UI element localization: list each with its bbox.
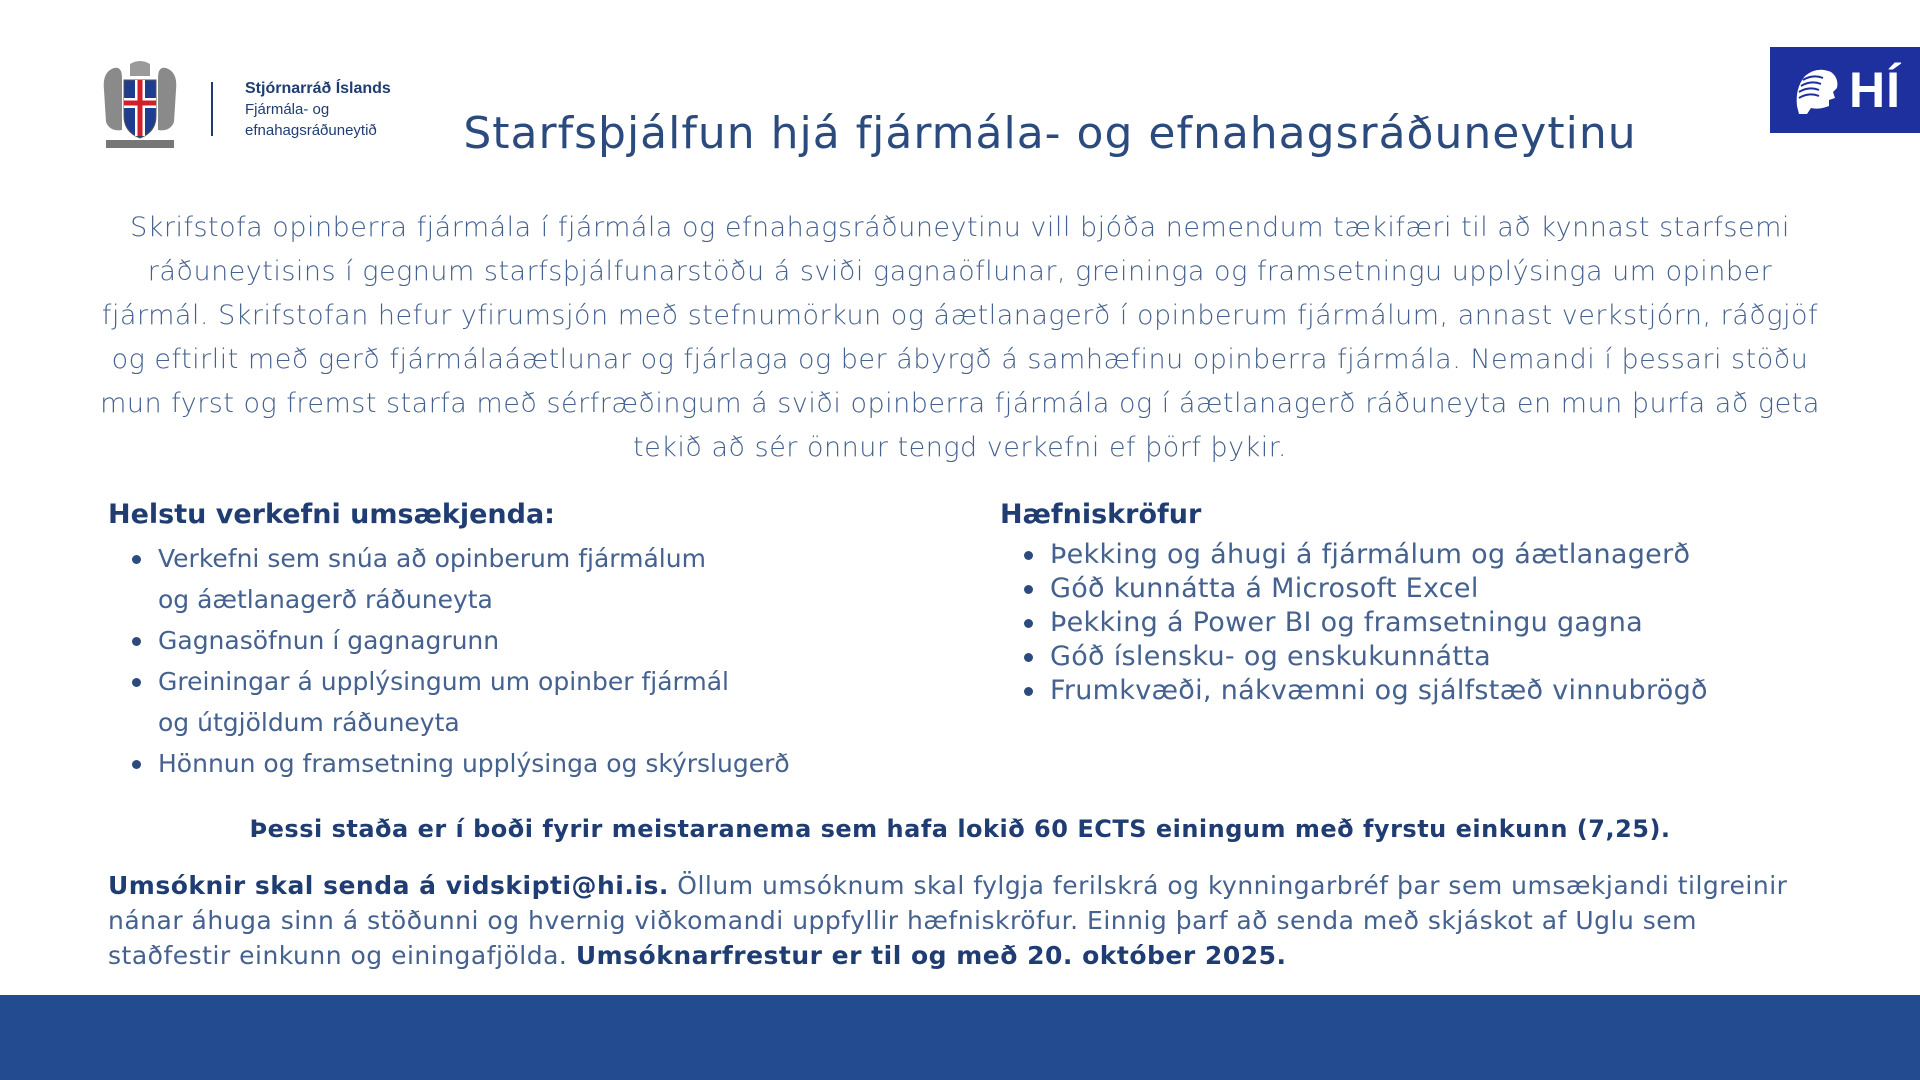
tasks-list bbox=[108, 538, 908, 784]
footer-bar bbox=[0, 995, 1920, 1080]
list-item: Hönnun og framsetning upplýsinga og skýrslugerð bbox=[128, 743, 908, 784]
list-item: Frumkvæði, nákvæmni og sjálfstæð vinnubrögð bbox=[1020, 674, 1880, 708]
page-title: Starfsþjálfun hjá fjármála- og efnahagsráðuneytinu bbox=[463, 108, 1637, 159]
list-item: Góð íslensku- og enskukunnátta bbox=[1020, 640, 1880, 674]
list-item: Góð kunnátta á Microsoft Excel bbox=[1020, 572, 1880, 606]
ministry-name-line2: Fjármála- og bbox=[245, 101, 330, 118]
application-lead: Umsóknir skal senda á vidskipti@hi.is. bbox=[108, 871, 669, 900]
university-logo bbox=[1770, 47, 1920, 133]
university-logo-text: HÍ bbox=[1849, 62, 1901, 118]
list-item: Greiningar á upplýsingum um opinber fjármál og útgjöldum ráðuneyta bbox=[128, 661, 758, 743]
ministry-name-line3: efnahagsráðuneytið bbox=[245, 122, 377, 139]
coat-of-arms-icon bbox=[100, 60, 180, 152]
athena-head-icon bbox=[1789, 62, 1845, 118]
skills-list bbox=[1000, 538, 1880, 708]
tasks-heading: Helstu verkefni umsækjenda: bbox=[108, 499, 555, 530]
intro-paragraph: Skrifstofa opinberra fjármála í fjármála og efnahagsráðuneytinu vill bjóða nemendum tækifæri til að kynnast starfsemi ráðuneytisins í gegnum starfsþjálfunarstöðu á sviði gagnaöflunar, greininga og framsetningu upplýsinga um opinber fjármál. Skrifstofan hefur yfirumsjón með stefnumörkun og áætlanagerð í opinberum fjármálum, annast verkstjórn, ráðgjöf og eftirlit með gerð fjármálaáætlunar og fjárlaga og ber ábyrgð á samhæfinu opinberra fjármála. Nemandi í þessari stöðu mun fyrst og fremst starfa með sérfræðingum á sviði opinberra fjármála og í áætlanagerð ráðuneyta en mun þurfa að geta tekið að sér önnur tengd verkefni ef þörf þykir. bbox=[100, 212, 1820, 463]
ministry-name-line1: Stjórnarráð Íslands bbox=[245, 80, 391, 97]
list-item: Gagnasöfnun í gagnagrunn bbox=[128, 620, 908, 661]
skills-heading: Hæfniskröfur bbox=[1000, 499, 1202, 530]
application-body: Öllum umsóknum skal fylgja ferilskrá og kynningarbréf þar sem umsækjandi tilgreinir nánar áhuga sinn á stöðunni og hvernig viðkomandi uppfyllir hæfniskröfur. Einnig þarf að senda með skjáskot af Uglu sem staðfestir einkunn og einingafjölda. bbox=[108, 871, 1788, 970]
eligibility-note: Þessi staða er í boði fyrir meistaranema sem hafa lokið 60 ECTS einingum með fyrstu einkunn (7,25). bbox=[249, 815, 1671, 843]
list-item: Verkefni sem snúa að opinberum fjármálum og áætlanagerð ráðuneyta bbox=[128, 538, 738, 620]
header-divider bbox=[211, 82, 213, 136]
list-item: Þekking á Power BI og framsetningu gagna bbox=[1020, 606, 1880, 640]
application-info bbox=[108, 868, 1828, 973]
application-deadline: Umsóknarfrestur er til og með 20. október 2025. bbox=[575, 941, 1287, 970]
tasks-section bbox=[108, 496, 908, 784]
list-item: Þekking og áhugi á fjármálum og áætlanagerð bbox=[1020, 538, 1880, 572]
skills-section bbox=[1000, 496, 1880, 708]
